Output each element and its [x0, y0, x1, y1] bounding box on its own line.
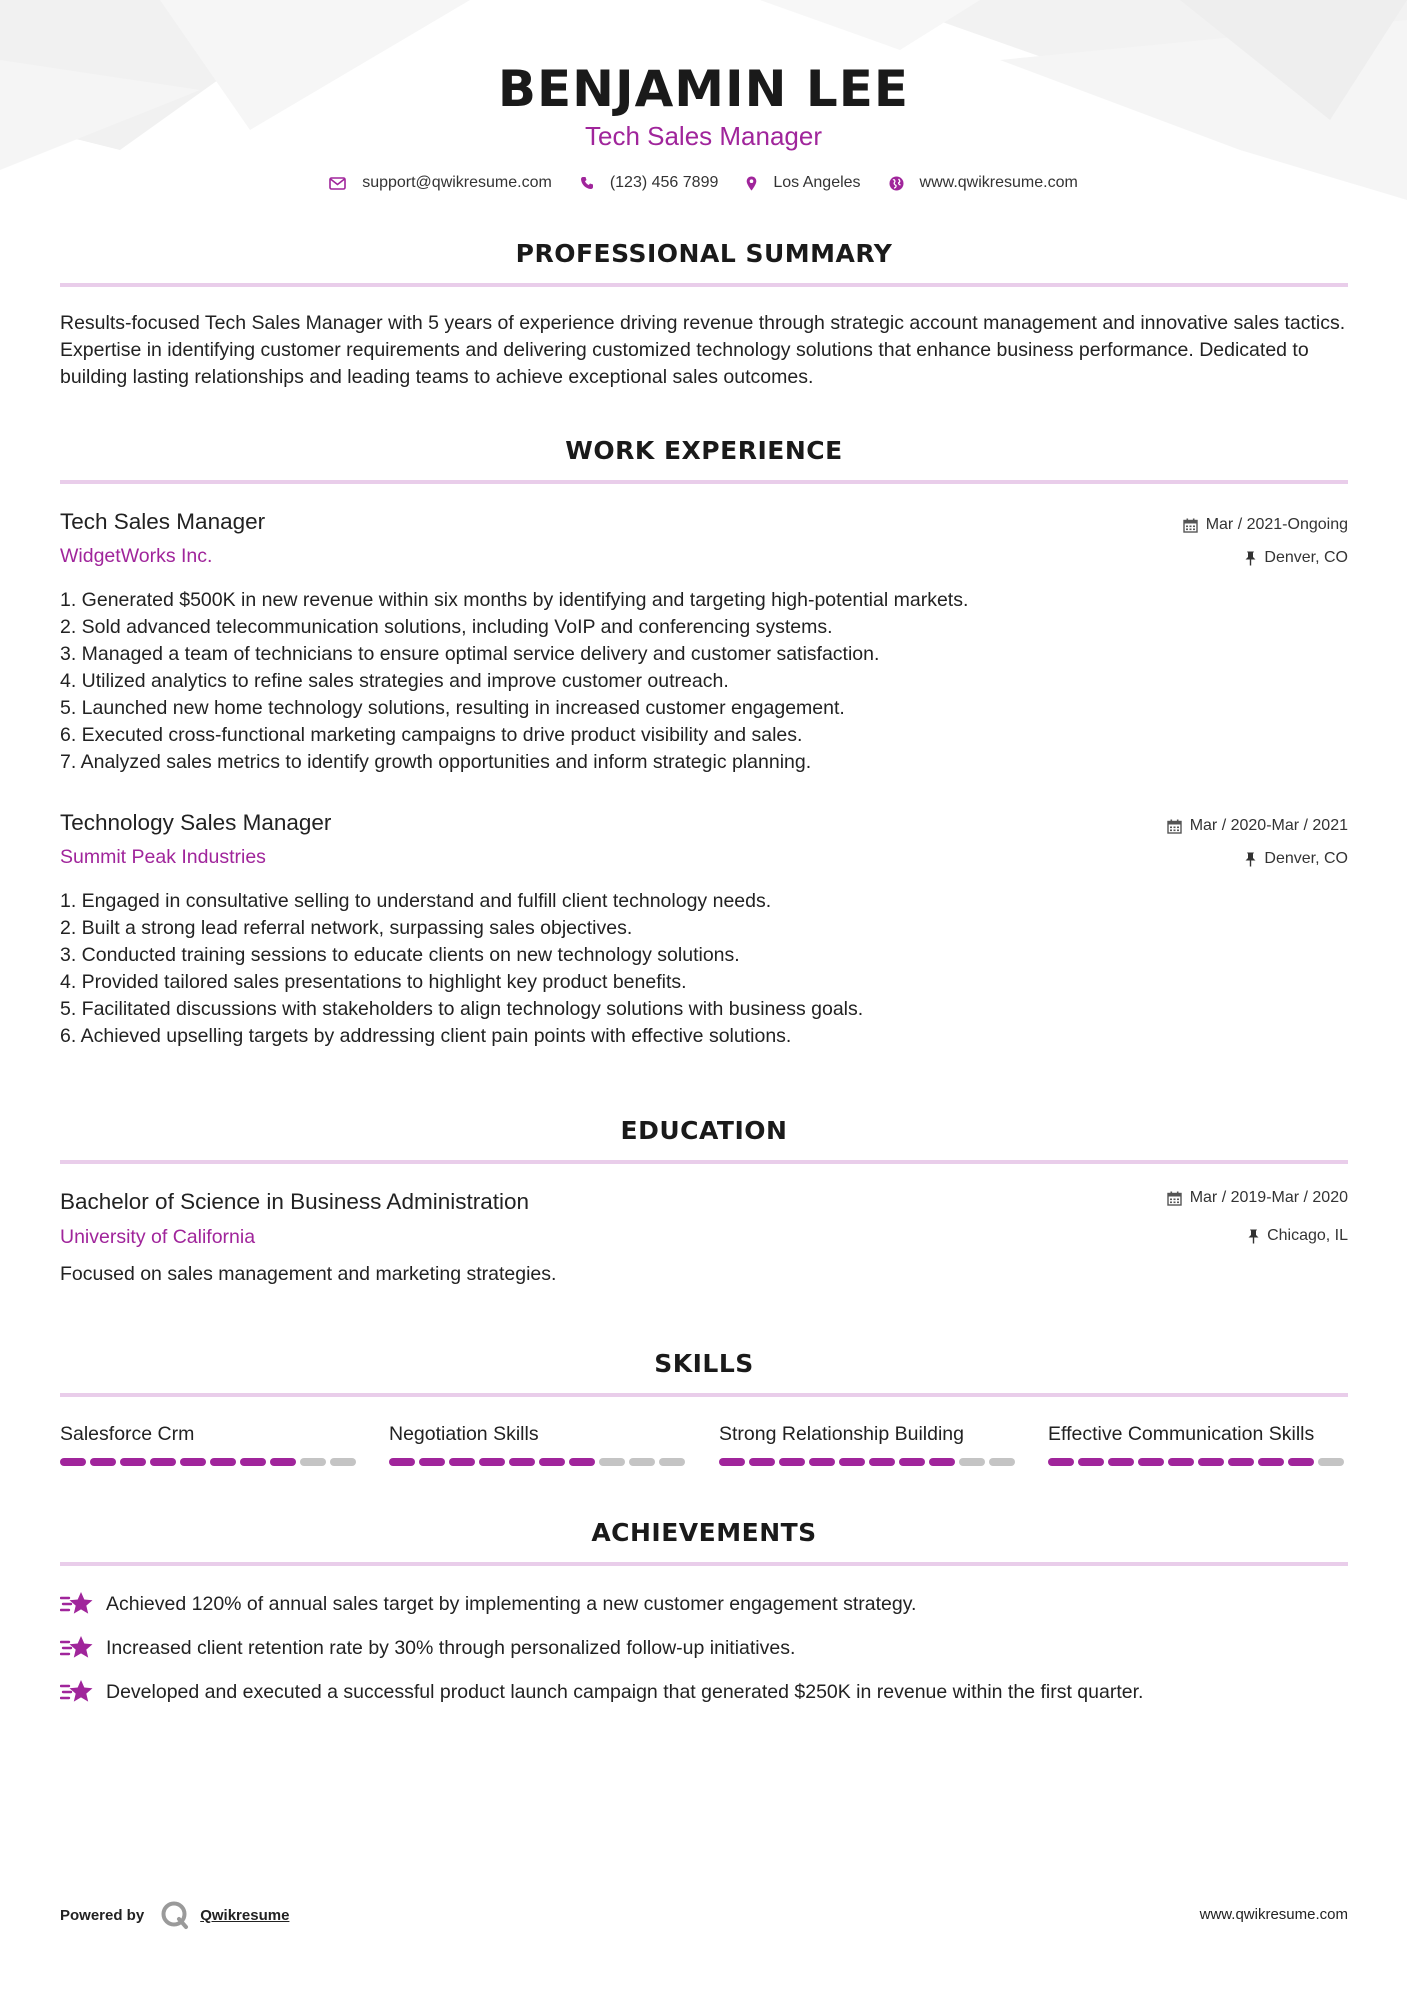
contact-phone-text: (123) 456 7899 — [609, 174, 719, 191]
list-item: 3. Managed a team of technicians to ensure optimal service delivery and customer satisfaction. — [60, 643, 880, 665]
skill-segment-empty — [989, 1458, 1015, 1466]
skill-segment-filled — [839, 1458, 865, 1466]
list-item: 1. Engaged in consultative selling to understand and fulfill client technology needs. — [60, 890, 772, 912]
job-dates-text: Mar / 2021-Ongoing — [1205, 516, 1348, 533]
contact-website[interactable] — [889, 174, 1078, 192]
skill-segment-filled — [509, 1458, 535, 1466]
job-location — [1245, 549, 1348, 567]
skill-level-bar — [389, 1458, 689, 1466]
list-item: 1. Generated $500K in new revenue within six months by identifying and targeting high-potential markets. — [60, 589, 969, 611]
skills-divider — [60, 1393, 1348, 1397]
brand-link[interactable]: Qwikresume — [200, 1906, 290, 1924]
achievement-item — [60, 1634, 795, 1662]
globe-icon — [889, 176, 904, 191]
contact-location — [746, 174, 860, 192]
achievements-heading: ACHIEVEMENTS — [591, 1518, 817, 1547]
contact-bar — [0, 174, 1407, 192]
education-dates-text: Mar / 2019-Mar / 2020 — [1189, 1189, 1348, 1206]
skill-segment-filled — [60, 1458, 86, 1466]
summary-text: Results-focused Tech Sales Manager with 5 years of experience driving revenue through strategic account management and innovative sales tactics. Expertise in identifying customer requirements and delivering customized technology solutions that enhance business performance. Dedicated to building lasting relationships and leading teams to achieve exceptional sales outcomes. — [60, 312, 1346, 388]
powered-by-label: Powered by — [60, 1906, 145, 1924]
qwikresume-logo-icon — [160, 1900, 190, 1930]
skill-segment-filled — [479, 1458, 505, 1466]
skill-segment-empty — [629, 1458, 655, 1466]
calendar-icon — [1167, 819, 1182, 834]
job-dates — [1167, 817, 1348, 835]
skill-segment-filled — [120, 1458, 146, 1466]
list-item: 3. Conducted training sessions to educate clients on new technology solutions. — [60, 944, 740, 966]
skill-segment-empty — [330, 1458, 356, 1466]
skill-item — [1048, 1422, 1348, 1466]
job-bullets — [60, 587, 1260, 776]
job-title: Technology Sales Manager — [60, 810, 332, 835]
footer-powered-by — [60, 1900, 289, 1930]
list-item: 5. Facilitated discussions with stakeholders to align technology solutions with business goals. — [60, 998, 864, 1020]
summary-heading: PROFESSIONAL SUMMARY — [515, 239, 893, 268]
skill-item — [60, 1422, 360, 1466]
experience-heading: WORK EXPERIENCE — [565, 436, 843, 465]
skill-segment-filled — [1078, 1458, 1104, 1466]
skill-segment-filled — [929, 1458, 955, 1466]
skill-segment-filled — [1138, 1458, 1164, 1466]
list-item: 7. Analyzed sales metrics to identify growth opportunities and inform strategic planning. — [60, 751, 812, 773]
skill-segment-filled — [389, 1458, 415, 1466]
skill-name: Salesforce Crm — [60, 1423, 195, 1445]
phone-icon — [580, 176, 594, 190]
education-description: Focused on sales management and marketing strategies. — [60, 1263, 557, 1285]
list-item: 5. Launched new home technology solutions, resulting in increased customer engagement. — [60, 697, 845, 719]
pushpin-icon — [1248, 1229, 1259, 1244]
skill-segment-filled — [809, 1458, 835, 1466]
achievements-divider — [60, 1562, 1348, 1566]
envelope-icon — [329, 177, 346, 190]
achievement-item — [60, 1590, 916, 1618]
education-divider — [60, 1160, 1348, 1164]
skill-segment-empty — [959, 1458, 985, 1466]
job-dates-text: Mar / 2020-Mar / 2021 — [1189, 817, 1348, 834]
skill-segment-filled — [240, 1458, 266, 1466]
list-item: 2. Built a strong lead referral network, surpassing sales objectives. — [60, 917, 633, 939]
skill-segment-filled — [779, 1458, 805, 1466]
skill-segment-filled — [749, 1458, 775, 1466]
skill-segment-filled — [419, 1458, 445, 1466]
list-item: 4. Provided tailored sales presentations to highlight key product benefits. — [60, 971, 687, 993]
skill-segment-filled — [1288, 1458, 1314, 1466]
skill-level-bar — [1048, 1458, 1348, 1466]
job-location-text: Denver, CO — [1264, 549, 1348, 566]
achievement-text: Increased client retention rate by 30% through personalized follow-up initiatives. — [106, 1636, 796, 1659]
contact-email[interactable] — [329, 174, 552, 192]
skills-heading: SKILLS — [654, 1349, 754, 1378]
job-company: Summit Peak Industries — [60, 846, 266, 868]
contact-location-text: Los Angeles — [773, 174, 861, 191]
trophy-star-icon — [60, 1678, 94, 1706]
map-pin-icon — [746, 176, 757, 191]
skill-segment-empty — [1318, 1458, 1344, 1466]
candidate-role: Tech Sales Manager — [584, 121, 823, 151]
skill-segment-filled — [180, 1458, 206, 1466]
skill-segment-filled — [1198, 1458, 1224, 1466]
skill-item — [389, 1422, 689, 1466]
skill-segment-filled — [539, 1458, 565, 1466]
skill-segment-filled — [90, 1458, 116, 1466]
candidate-name: BENJAMIN LEE — [497, 60, 910, 118]
skill-segment-filled — [569, 1458, 595, 1466]
footer-website[interactable]: www.qwikresume.com — [1199, 1906, 1348, 1923]
calendar-icon — [1183, 518, 1198, 533]
education-location — [1248, 1227, 1348, 1245]
experience-divider — [60, 480, 1348, 484]
skill-segment-filled — [1228, 1458, 1254, 1466]
education-heading: EDUCATION — [620, 1116, 788, 1145]
skill-level-bar — [60, 1458, 360, 1466]
skill-segment-filled — [1108, 1458, 1134, 1466]
skill-name: Strong Relationship Building — [719, 1423, 964, 1445]
skill-segment-filled — [150, 1458, 176, 1466]
list-item: 2. Sold advanced telecommunication solutions, including VoIP and conferencing systems. — [60, 616, 833, 638]
skill-segment-empty — [599, 1458, 625, 1466]
job-location — [1245, 850, 1348, 868]
job-location-text: Denver, CO — [1264, 850, 1348, 867]
trophy-star-icon — [60, 1590, 94, 1618]
skill-segment-filled — [449, 1458, 475, 1466]
calendar-icon — [1167, 1191, 1182, 1206]
skill-segment-filled — [719, 1458, 745, 1466]
skill-segment-filled — [869, 1458, 895, 1466]
skill-segment-filled — [1168, 1458, 1194, 1466]
skill-segment-empty — [659, 1458, 685, 1466]
job-bullets — [60, 888, 1260, 1050]
achievement-text: Developed and executed a successful product launch campaign that generated $250K in revenue within the first quarter. — [106, 1680, 1144, 1703]
contact-website-text: www.qwikresume.com — [919, 174, 1078, 191]
skill-item — [719, 1422, 1019, 1466]
skill-name: Negotiation Skills — [389, 1423, 539, 1445]
job-title: Tech Sales Manager — [60, 509, 266, 534]
achievement-text: Achieved 120% of annual sales target by implementing a new customer engagement strategy. — [106, 1592, 917, 1615]
education-location-text: Chicago, IL — [1267, 1227, 1348, 1244]
contact-email-text: support@qwikresume.com — [362, 174, 552, 191]
achievement-item — [60, 1678, 1143, 1706]
school-name: University of California — [60, 1226, 256, 1248]
job-dates — [1183, 516, 1348, 534]
job-company: WidgetWorks Inc. — [60, 545, 213, 567]
summary-divider — [60, 283, 1348, 287]
list-item: 4. Utilized analytics to refine sales strategies and improve customer outreach. — [60, 670, 729, 692]
education-dates — [1167, 1189, 1348, 1207]
skill-segment-filled — [1258, 1458, 1284, 1466]
skill-segment-filled — [270, 1458, 296, 1466]
skill-name: Effective Communication Skills — [1048, 1423, 1315, 1445]
pushpin-icon — [1245, 551, 1256, 566]
pushpin-icon — [1245, 852, 1256, 867]
skill-level-bar — [719, 1458, 1019, 1466]
skill-segment-empty — [300, 1458, 326, 1466]
list-item: 6. Executed cross-functional marketing campaigns to drive product visibility and sales. — [60, 724, 803, 746]
degree-title: Bachelor of Science in Business Administration — [60, 1189, 529, 1214]
list-item: 6. Achieved upselling targets by addressing client pain points with effective solutions. — [60, 1025, 792, 1047]
skill-segment-filled — [210, 1458, 236, 1466]
skill-segment-filled — [1048, 1458, 1074, 1466]
skill-segment-filled — [899, 1458, 925, 1466]
contact-phone[interactable] — [580, 174, 719, 192]
trophy-star-icon — [60, 1634, 94, 1662]
